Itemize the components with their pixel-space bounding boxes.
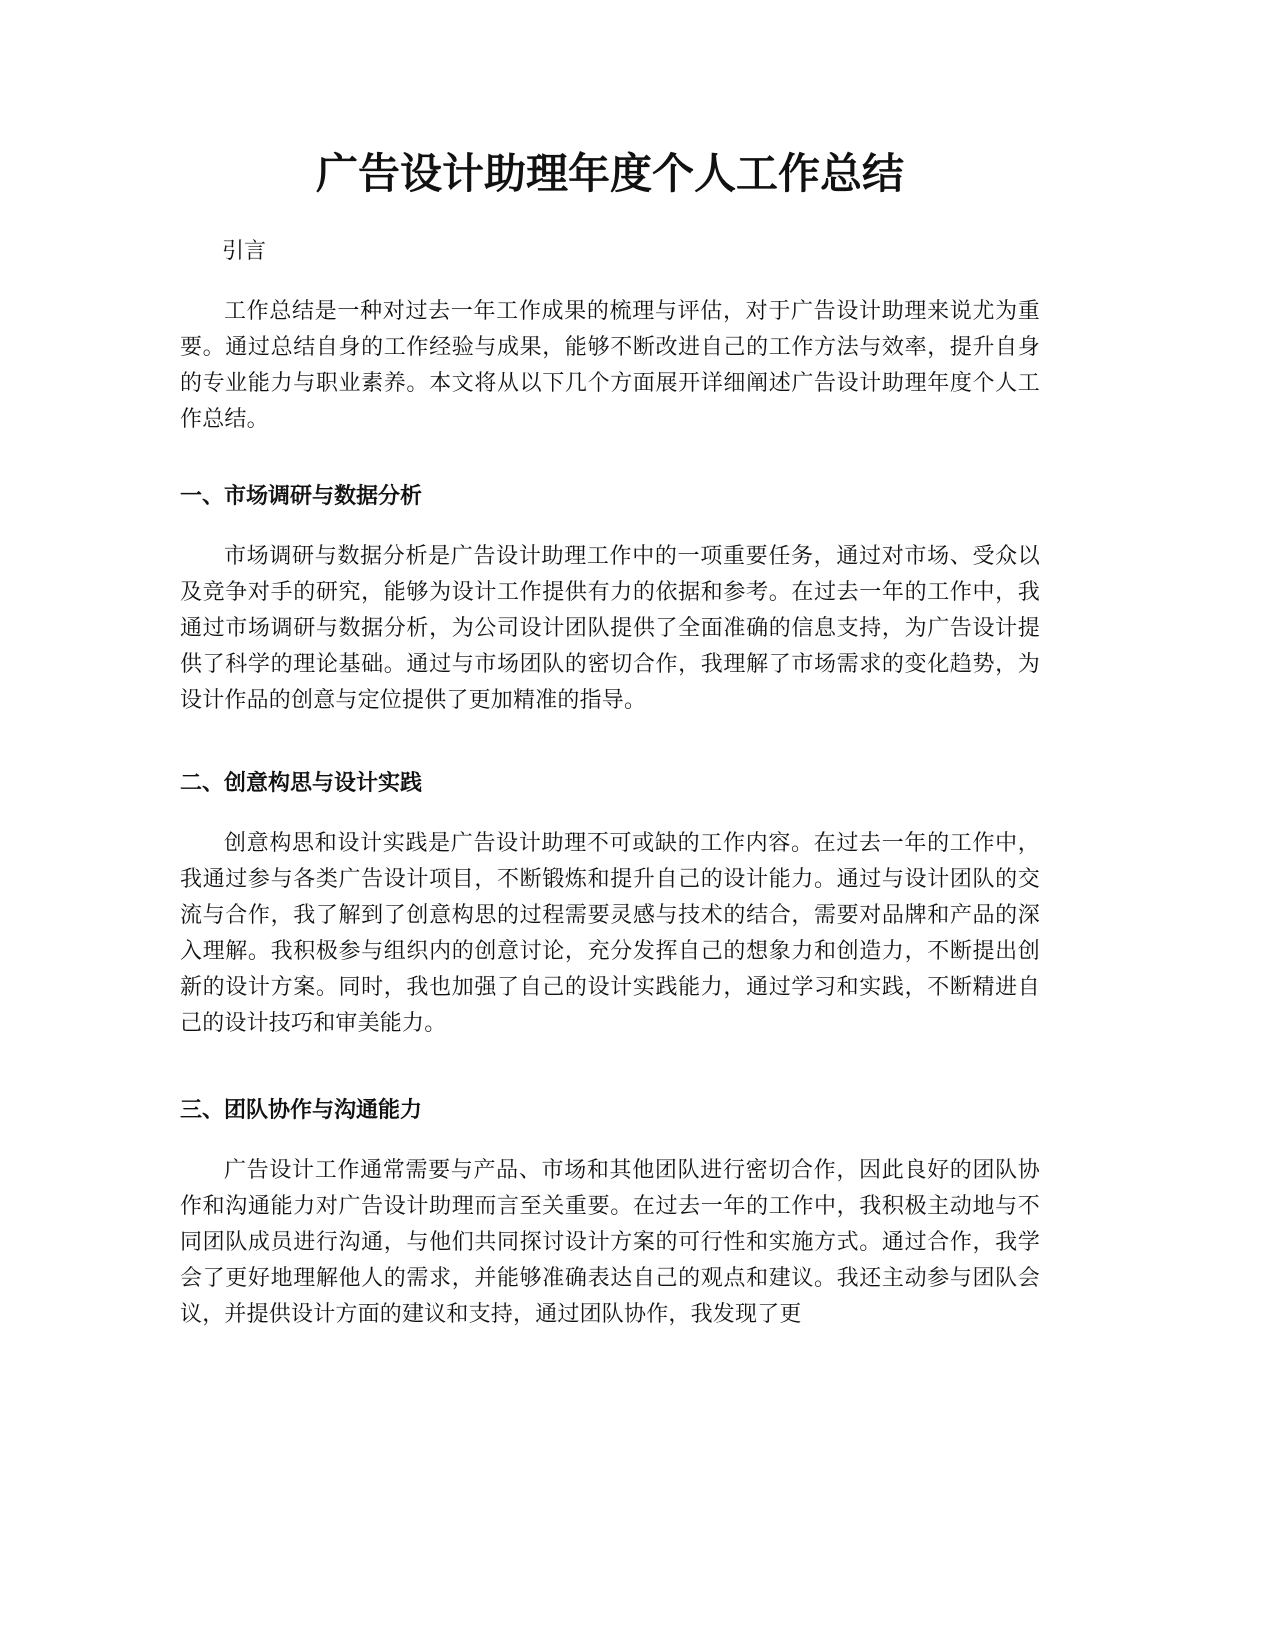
section-heading-market-research: 一、市场调研与数据分析 [180, 484, 423, 509]
section-paragraph-creative-design: 创意构思和设计实践是广告设计助理不可或缺的工作内容。在过去一年的工作中，我通过参与各类广告设计项目，不断锻炼和提升自己的设计能力。通过与设计团队的交流与合作，我了解到了创意构思的过程需要灵感与技术的结合，需要对品牌和产品的深入理解。我积极参与组织内的创意讨论，充分发挥自己的想象力和创造力，不断提出创新的设计方案。同时，我也加强了自己的设计实践能力，通过学习和实践，不断精进自己的设计技巧和审美能力。 [180, 831, 1040, 1036]
document-title: 广告设计助理年度个人工作总结 [315, 149, 904, 198]
intro-paragraph: 工作总结是一种对过去一年工作成果的梳理与评估，对于广告设计助理来说尤为重要。通过总结自身的工作经验与成果，能够不断改进自己的工作方法与效率，提升自身的专业能力与职业素养。本文将从以下几个方面展开详细阐述广告设计助理年度个人工作总结。 [180, 299, 1040, 432]
intro-label: 引言 [222, 239, 267, 264]
section-paragraph-teamwork: 广告设计工作通常需要与产品、市场和其他团队进行密切合作，因此良好的团队协作和沟通能力对广告设计助理而言至关重要。在过去一年的工作中，我积极主动地与不同团队成员进行沟通，与他们共同探讨设计方案的可行性和实施方式。通过合作，我学会了更好地理解他人的需求，并能够准确表达自己的观点和建议。我还主动参与团队会议，并提供设计方面的建议和支持，通过团队协作，我发现了更 [180, 1158, 1040, 1327]
section-paragraph-market-research: 市场调研与数据分析是广告设计助理工作中的一项重要任务，通过对市场、受众以及竞争对手的研究，能够为设计工作提供有力的依据和参考。在过去一年的工作中，我通过市场调研与数据分析，为公司设计团队提供了全面准确的信息支持，为广告设计提供了科学的理论基础。通过与市场团队的密切合作，我理解了市场需求的变化趋势，为设计作品的创意与定位提供了更加精准的指导。 [180, 544, 1040, 713]
section-heading-creative-design: 二、创意构思与设计实践 [180, 771, 423, 796]
section-heading-teamwork: 三、团队协作与沟通能力 [180, 1098, 423, 1123]
